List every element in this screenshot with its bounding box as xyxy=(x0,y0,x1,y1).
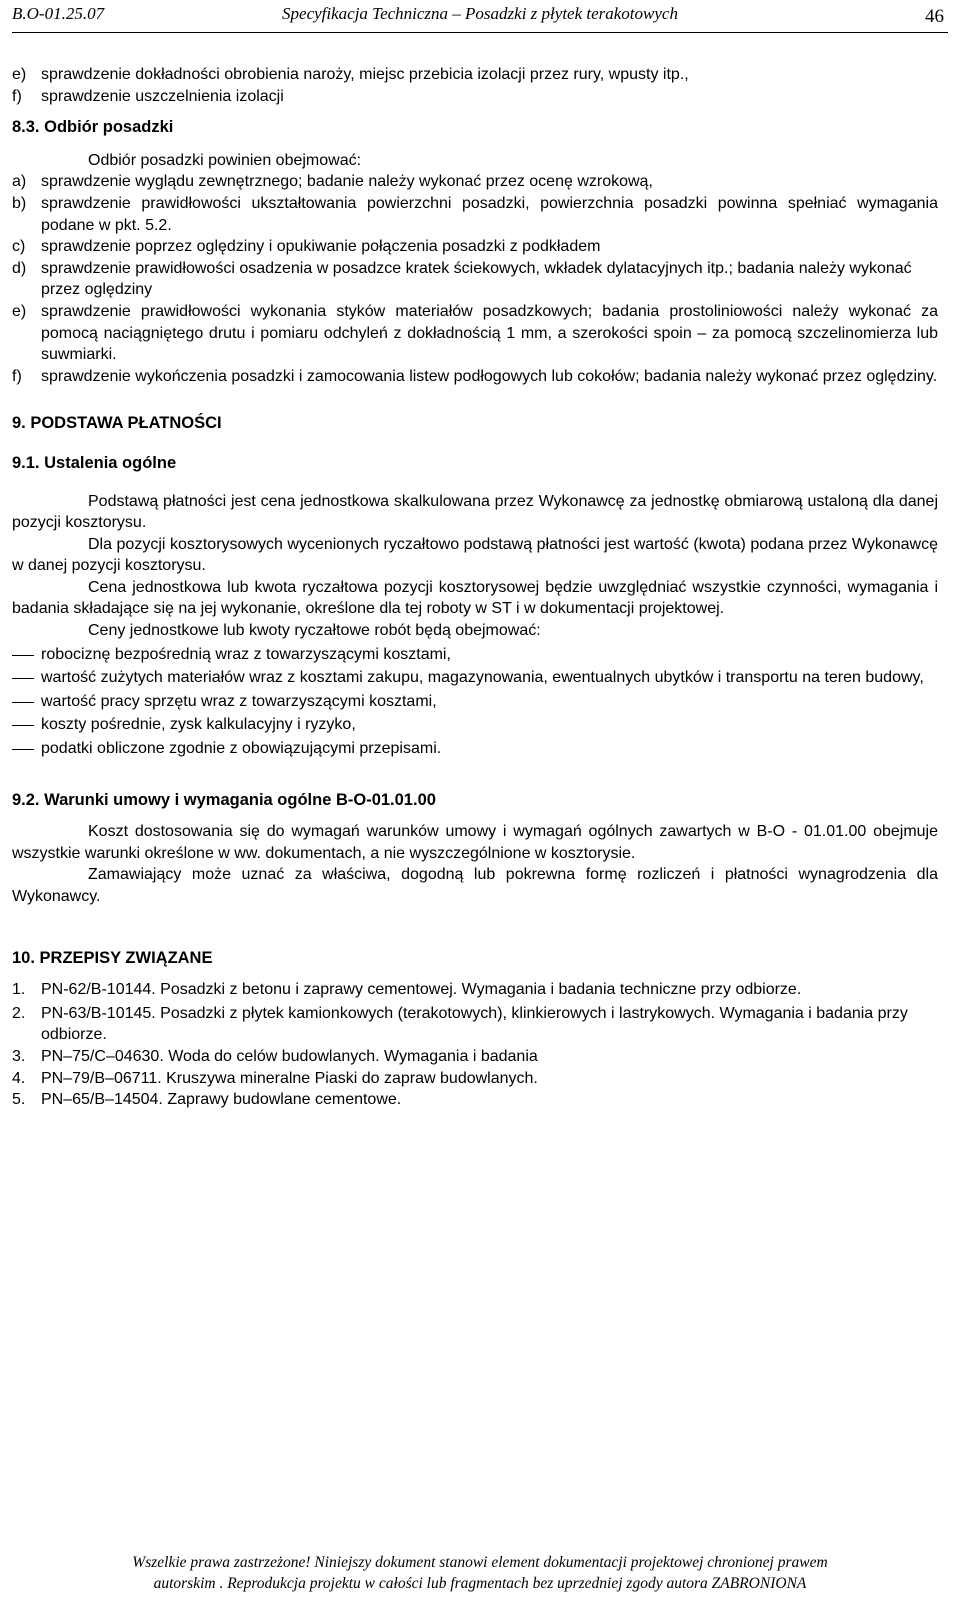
section-heading: 9. PODSTAWA PŁATNOŚCI xyxy=(12,414,222,433)
dash-marker xyxy=(12,749,34,750)
list-item: b) sprawdzenie prawidłowości ukształtowania powierzchni posadzki, powierzchnia posadzki powinna spełniać wymagania podane w pkt. 5.2. xyxy=(12,194,938,234)
paragraph: Ceny jednostkowe lub kwoty ryczałtowe robót będą obejmować: xyxy=(88,622,541,640)
list-item: e) sprawdzenie prawidłowości wykonania styków materiałów posadzkowych; badania prostoliniowości należy wykonać za pomocą naciągniętego drutu i pomiaru odchyleń z dokładnością 1 mm, a szerokości spoin – za pomocą szczelinomierza lub suwmiarki. xyxy=(12,302,938,364)
dash-marker xyxy=(12,678,34,679)
dash-marker xyxy=(12,725,34,726)
paragraph: Zamawiający może uznać za właściwa, dogodną lub pokrewna formę rozliczeń i płatności wynagrodzenia dla Wykonawcy. xyxy=(12,866,938,905)
list-item: podatki obliczone zgodnie z obowiązującymi przepisami. xyxy=(12,738,938,760)
subsection-heading: 9.2. Warunki umowy i wymagania ogólne B-O-01.01.00 xyxy=(12,790,436,809)
list-item: wartość zużytych materiałów wraz z kosztami zakupu, magazynowania, ewentualnych ubytków i transportu na teren budowy, xyxy=(12,667,938,689)
list-item: d) sprawdzenie prawidłowości osadzenia w posadzce kratek ściekowych, wkładek dylatacyjnych itp.; badania należy wykonać przez oględziny xyxy=(12,259,912,299)
footer-line: autorskim . Reprodukcja projektu w całości lub fragmentach bez uprzedniej zgody autora ZABRONIONA xyxy=(153,1575,807,1592)
document-body xyxy=(12,64,938,1111)
list-item: e) sprawdzenie dokładności obrobienia naroży, miejsc przebicia izolacji przez rury, wpusty itp., xyxy=(12,66,689,83)
list-item: robociznę bezpośrednią wraz z towarzyszącymi kosztami, xyxy=(12,644,938,666)
section-heading: 8.3. Odbiór posadzki xyxy=(12,118,174,137)
doc-code: B.O-01.25.07 xyxy=(12,4,105,23)
list-item: f) sprawdzenie uszczelnienia izolacji xyxy=(12,87,284,105)
dash-marker xyxy=(12,655,34,656)
list-item: 2. PN-63/B-10145. Posadzki z płytek kamionkowych (terakotowych), klinkierowych i lastrykowych. Wymagania i badania przy odbiorze. xyxy=(12,1004,908,1044)
list-item: 4. PN–79/B–06711. Kruszywa mineralne Piaski do zapraw budowlanych. xyxy=(12,1069,538,1087)
list-item: f) sprawdzenie wykończenia posadzki i zamocowania listew podłogowych lub cokołów; badania należy wykonać przez oględziny. xyxy=(12,367,938,385)
page-footer xyxy=(12,1552,948,1594)
footer-line: Wszelkie prawa zastrzeżone! Niniejszy dokument stanowi element dokumentacji projektowej chronionej prawem xyxy=(132,1554,828,1571)
list-item: c) sprawdzenie poprzez oględziny i opukiwanie połączenia posadzki z podkładem xyxy=(12,238,601,256)
section-heading: 10. PRZEPISY ZWIĄZANE xyxy=(12,948,213,967)
list-item: 3. PN–75/C–04630. Woda do celów budowlanych. Wymagania i badania xyxy=(12,1047,538,1065)
dash-marker xyxy=(12,702,34,703)
list-item: 1. PN-62/B-10144. Posadzki z betonu i zaprawy cementowej. Wymagania i badania techniczne przy odbiorze. xyxy=(12,981,802,999)
subsection-heading: 9.1. Ustalenia ogólne xyxy=(12,453,177,472)
doc-title: Specyfikacja Techniczna – Posadzki z płytek terakotowych xyxy=(282,4,678,23)
section-intro: Odbiór posadzki powinien obejmować: xyxy=(88,151,362,169)
paragraph: Dla pozycji kosztorysowych wycenionych ryczałtowo podstawą płatności jest wartość (kwota) podana przez Wykonawcę w danej pozycji kosztorysu. xyxy=(12,535,938,575)
page-header xyxy=(12,0,948,33)
paragraph: Koszt dostosowania się do wymagań warunków umowy i wymagań ogólnych zawartych w B-O - 01.01.00 obejmuje wszystkie warunki określone w ww. dokumentach, a nie wyszczególnione w kosztorysie. xyxy=(12,823,938,862)
list-item: 5. PN–65/B–14504. Zaprawy budowlane cementowe. xyxy=(12,1091,402,1109)
list-item: a) sprawdzenie wyglądu zewnętrznego; badanie należy wykonać przez ocenę wzrokową, xyxy=(12,173,653,191)
paragraph: Cena jednostkowa lub kwota ryczałtowa pozycji kosztorysowej będzie uwzględniać wszystkie czynności, wymagania i badania składające się na jej wykonanie, określone dla tej roboty w ST i w dokumentacji projektowej. xyxy=(12,578,938,618)
list-item: wartość pracy sprzętu wraz z towarzyszącymi kosztami, xyxy=(12,691,938,713)
list-item: koszty pośrednie, zysk kalkulacyjny i ryzyko, xyxy=(12,714,938,736)
paragraph: Podstawą płatności jest cena jednostkowa skalkulowana przez Wykonawcę za jednostkę obmiarową ustaloną dla danej pozycji kosztorysu. xyxy=(12,492,938,532)
page-number: 46 xyxy=(925,6,944,27)
